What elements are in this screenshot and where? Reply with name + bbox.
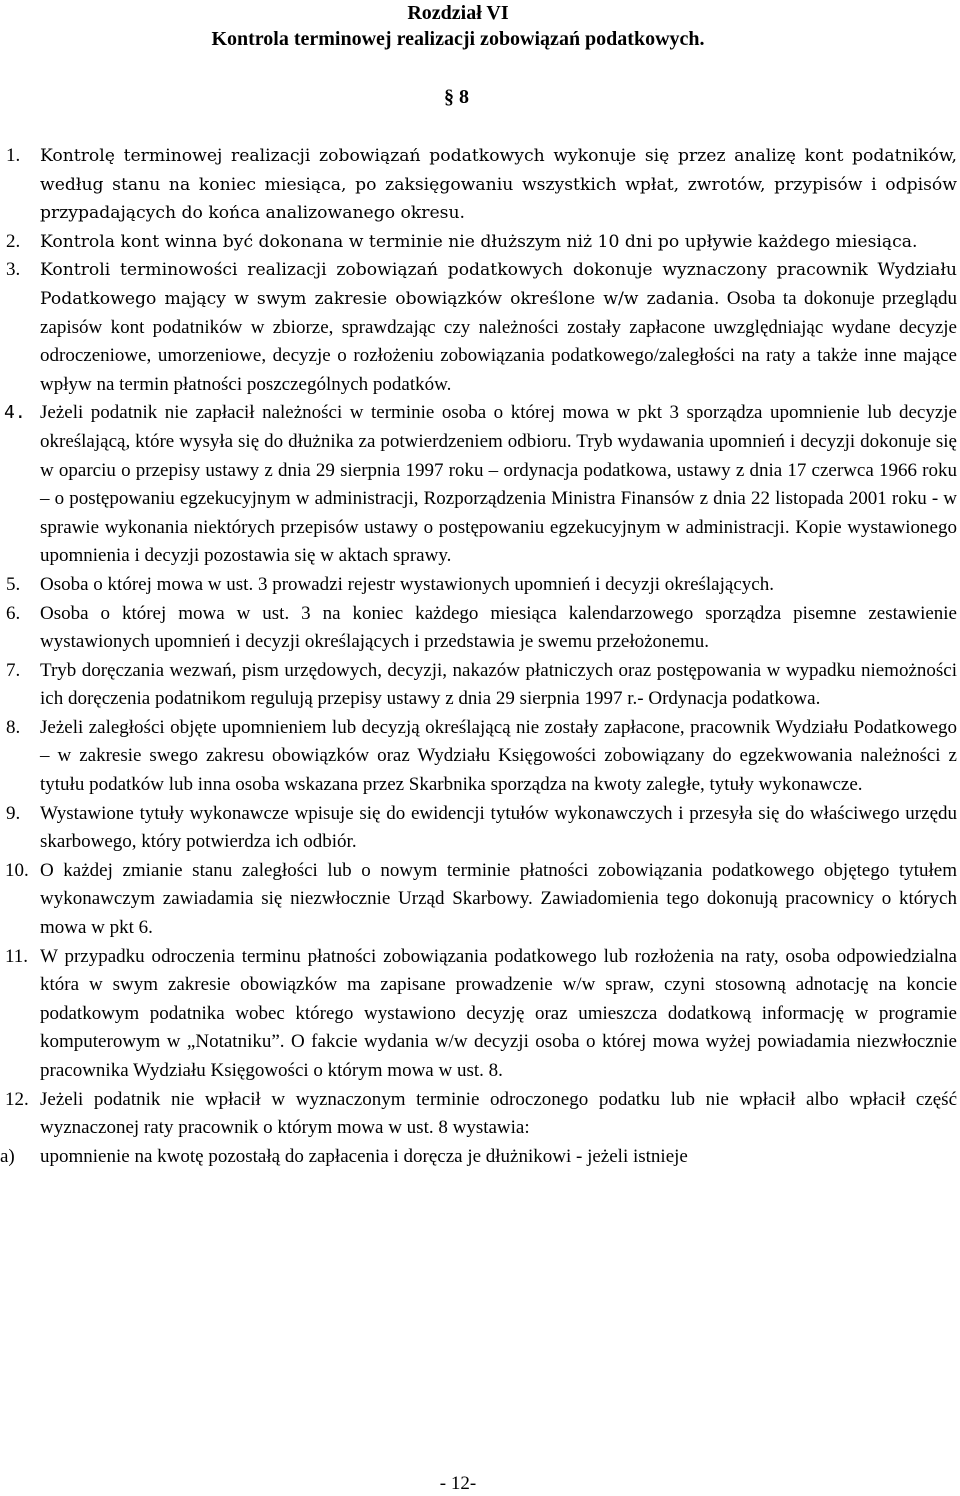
item-text: Wystawione tytuły wykonawcze wpisuje się do ewidencji tytułów wykonawczych i przesyła się do właściwego urzędu skarbowego, który potwierdza ich odbiór. [40, 802, 957, 853]
item-number: 9. [6, 802, 21, 824]
item-number: 7. [6, 659, 21, 681]
item-text-continued: Osoba ta dokonuje przeglądu zapisów kont podatników w zbiorze, sprawdzając czy należności zostały zapłacone uwzględniając wydane decyzje odroczeniowe, umorzeniowe, decyzje o rozłożeniu zobowiązania podatkowego/zaległości na raty a także inne mające wpływ na termin płatności poszczególnych podatków. [40, 287, 957, 395]
item-text: Osoba o której mowa w ust. 3 prowadzi rejestr wystawionych upomnień i decyzji określających. [40, 573, 774, 595]
item-text: upomnienie na kwotę pozostałą do zapłacenia i doręcza je dłużnikowi - jeżeli istnieje [40, 1145, 688, 1167]
item-text: O każdej zmianie stanu zaległości lub o nowym terminie płatności zobowiązania podatkowego objętego tytułem wykonawczym zawiadamia się niezwłocznie Urząd Skarbowy. Zawiadomienia tego dokonują pracownicy o których mowa w pkt 6. [40, 859, 957, 939]
item-text: Kontrolę terminowej realizacji zobowiązań podatkowych wykonuje się przez analizę kont podatników, według stanu na koniec miesiąca, po zaksięgowaniu wszystkich wpłat, zwrotów, przypisów i odpisów przypadających do końca analizowanego okresu. [40, 146, 957, 224]
paragraph-item-8 [0, 714, 957, 800]
item-text: Osoba o której mowa w ust. 3 na koniec każdego miesiąca kalendarzowego sporządza pisemne zestawienie wystawionych upomnień i decyzji określających i przedstawia je swemu przełożonemu. [40, 602, 957, 653]
item-number: 8. [6, 716, 21, 738]
paragraph-item-12 [0, 1086, 957, 1143]
item-text: Jeżeli podatnik nie zapłacił należności w terminie osoba o której mowa w pkt 3 sporządza upomnienie lub decyzje określającą, które wysyła się do dłużnika za potwierdzeniem odbioru. Tryb wydawania upomnień i decyzji dokonuje się w oparciu o przepisy ustawy z dnia 29 sierpnia 1997 roku – ordynacja podatkowa, ustawy z dnia 17 czerwca 1966 roku – o postępowaniu egzekucyjnym w administracji, Rozporządzenia Ministra Finansów z dnia 22 listopada 2001 roku - w sprawie wykonania niektórych przepisów ustawy o postępowaniu egzekucyjnym w administracji. Kopie wystawionego upomnienia i decyzji pozostawia się w aktach sprawy. [40, 402, 957, 567]
page-number: - 12- [439, 1473, 477, 1494]
item-number: 3. [6, 259, 21, 281]
chapter-heading: Rozdział VI [407, 2, 509, 24]
paragraph-item-3 [0, 256, 957, 399]
item-text: Kontrola kont winna być dokonana w terminie nie dłuższym niż 10 dni po upływie każdego miesiąca. [40, 231, 918, 252]
item-text: W przypadku odroczenia terminu płatności zobowiązania podatkowego lub rozłożenia na raty, osoba odpowiedzialna która w swym zakresie obowiązków ma zapisane prowadzenie w/w spraw, czyni stosowną adnotację na koncie podatkowym podatnika wobec którego wystawiono decyzję oraz umieszcza dodatkową informację w programie komputerowym w „Notatniku”. O fakcie wydania w/w decyzji osoba o której mowa wyżej powiadamia niezwłocznie pracownika Wydziału Księgowości o którym mowa w ust. 8. [40, 945, 957, 1081]
paragraph-item-7 [0, 657, 957, 714]
item-number: 4. [4, 402, 26, 424]
item-text: Jeżeli zaległości objęte upomnieniem lub decyzją określającą nie zostały zapłacone, pracownik Wydziału Podatkowego – w zakresie swego zakresu obowiązków oraz Wydziału Księgowości zobowiązany do egzekwowania należności z tytułu podatków lub inna osoba wskazana przez Skarbnika sporządza na kwoty zaległe, tytuły wykonawcze. [40, 716, 957, 796]
item-text: Jeżeli podatnik nie wpłacił w wyznaczonym terminie odroczonego podatku lub nie wpłacił albo wpłacił część wyznaczonej raty pracownik o którym mowa w ust. 8 wystawia: [40, 1088, 957, 1139]
paragraph-list [0, 142, 957, 1171]
item-number: 5. [6, 573, 21, 595]
item-text: Kontroli terminowości realizacji zobowiązań podatkowych dokonuje wyznaczony pracownik Wydziału Podatkowego mający w swym zakresie obowiązków określone w/w zadania. [40, 260, 957, 309]
paragraph-item-11 [0, 943, 957, 1086]
item-number: 2. [6, 230, 21, 252]
item-number: 10. [5, 859, 29, 881]
paragraph-item-5 [0, 571, 957, 600]
paragraph-item-10 [0, 857, 957, 943]
item-number: 6. [6, 602, 21, 624]
item-number: 11. [5, 945, 29, 967]
paragraph-item-6 [0, 600, 957, 657]
paragraph-item-4 [0, 399, 957, 571]
paragraph-item-1 [0, 142, 957, 228]
chapter-title: Kontrola terminowej realizacji zobowiązań podatkowych. [211, 28, 705, 50]
item-number: 12. [5, 1088, 29, 1110]
paragraph-item-9 [0, 800, 957, 857]
paragraph-item-2 [0, 228, 957, 257]
item-letter: a) [0, 1145, 15, 1167]
item-text: Tryb doręczania wezwań, pism urzędowych, decyzji, nakazów płatniczych oraz postępowania w wypadku niemożności ich doręczenia podatnikom regulują przepisy ustawy z dnia 29 sierpnia 1997 r.- Ordynacja podatkowa. [40, 659, 957, 710]
subparagraph-item-a [0, 1143, 957, 1172]
item-number: 1. [6, 145, 21, 166]
section-number: § 8 [444, 86, 469, 108]
